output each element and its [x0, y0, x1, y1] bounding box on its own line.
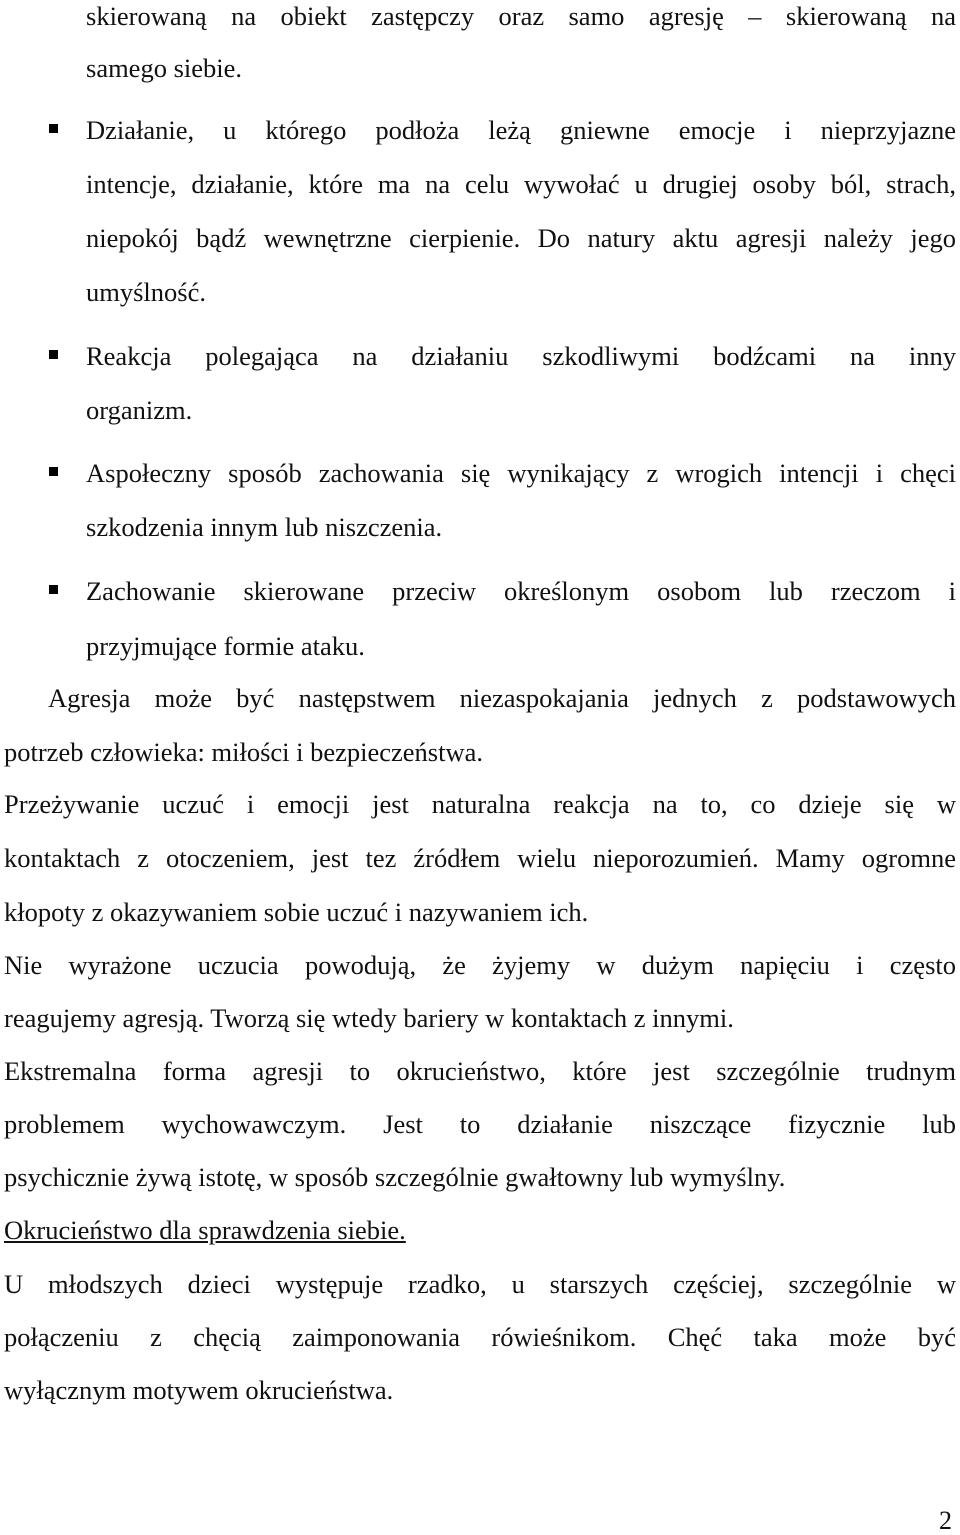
list-item-text: Zachowanie skierowane przeciw określonym osobom lub rzeczom i	[86, 576, 956, 606]
list-item-text: szkodzenia innym lub niszczenia.	[86, 512, 443, 542]
paragraph-line: połączeniu z chęcią zaimponowania rówieśnikom. Chęć taka może być	[4, 1322, 956, 1352]
paragraph-line: reagujemy agresją. Tworzą się wtedy bariery w kontaktach z innymi.	[4, 1003, 734, 1033]
paragraph-line: potrzeb człowieka: miłości i bezpieczeństwa.	[4, 737, 484, 767]
list-item-text: umyślność.	[86, 277, 206, 307]
paragraph-line: psychicznie żywą istotę, w sposób szczególnie gwałtowny lub wymyślny.	[4, 1162, 786, 1192]
list-item-text: przyjmujące formie ataku.	[86, 631, 365, 661]
paragraph-line: Agresja może być następstwem niezaspokajania jednych z podstawowych	[48, 683, 956, 713]
text-line: skierowaną na obiekt zastępczy oraz samo agresję – skierowaną na	[86, 1, 956, 31]
paragraph-line: Nie wyrażone uczucia powodują, że żyjemy w dużym napięciu i często	[4, 950, 956, 980]
paragraph-line: U młodszych dzieci występuje rzadko, u starszych częściej, szczególnie w	[4, 1269, 956, 1299]
paragraph-line: kłopoty z okazywaniem sobie uczuć i nazywaniem ich.	[4, 897, 589, 927]
list-item-text: Aspołeczny sposób zachowania się wynikający z wrogich intencji i chęci	[86, 458, 956, 488]
paragraph-line: problemem wychowawczym. Jest to działanie niszczące fizycznie lub	[4, 1109, 956, 1139]
square-bullet-icon	[49, 467, 58, 476]
list-item-text: organizm.	[86, 395, 193, 425]
square-bullet-icon	[49, 124, 58, 133]
paragraph-line: kontaktach z otoczeniem, jest tez źródłem wielu nieporozumień. Mamy ogromne	[4, 843, 956, 873]
list-item-text: intencje, działanie, które ma na celu wywołać u drugiej osoby ból, strach,	[86, 169, 956, 199]
paragraph-line: Ekstremalna forma agresji to okrucieństwo, które jest szczególnie trudnym	[4, 1056, 956, 1086]
square-bullet-icon	[49, 350, 58, 359]
page-number: 2	[939, 1506, 952, 1535]
paragraph-line: wyłącznym motywem okrucieństwa.	[4, 1375, 394, 1405]
list-item-text: Działanie, u którego podłoża leżą gniewne emocje i nieprzyjazne	[86, 115, 956, 145]
text-line: samego siebie.	[86, 53, 243, 83]
list-item-text: Reakcja polegająca na działaniu szkodliwymi bodźcami na inny	[86, 341, 956, 371]
paragraph-line: Przeżywanie uczuć i emocji jest naturalna reakcja na to, co dzieje się w	[4, 789, 956, 819]
square-bullet-icon	[49, 585, 58, 594]
section-heading: Okrucieństwo dla sprawdzenia siebie.	[4, 1215, 406, 1245]
list-item-text: niepokój bądź wewnętrzne cierpienie. Do natury aktu agresji należy jego	[86, 223, 956, 253]
